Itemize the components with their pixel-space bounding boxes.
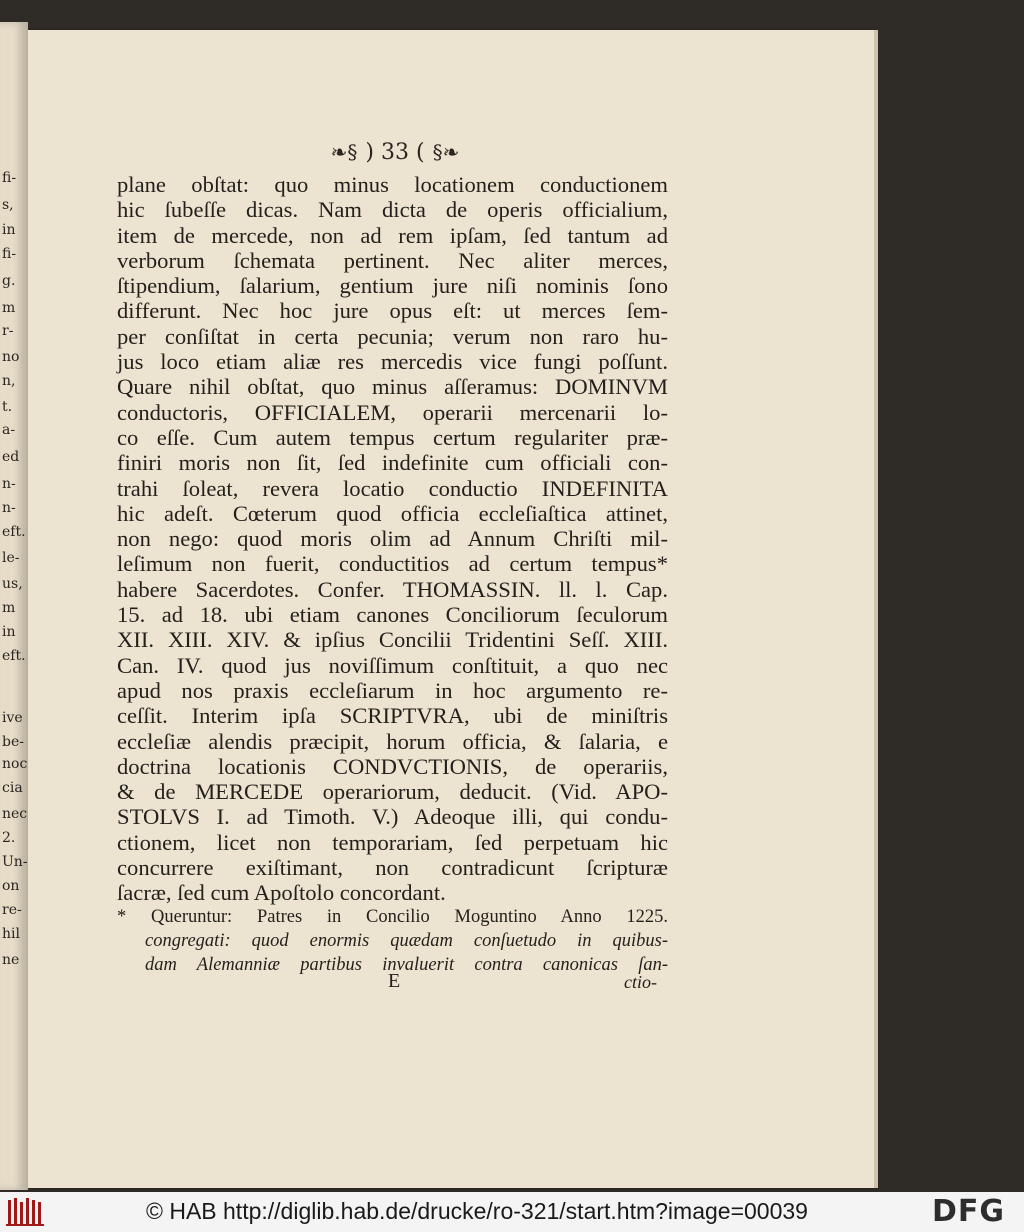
- facing-page-fragment: fi-: [2, 170, 17, 186]
- body-line: ſacræ, ſed cum Apoſtolo concordant.: [117, 880, 446, 906]
- facing-page-fragment: n,: [2, 373, 16, 389]
- footnote-line: dam Alemanniæ partibus invaluerit contra canonicas ſan-: [145, 955, 668, 975]
- body-line: co eſſe. Cum autem tempus certum regulariter præ-: [117, 424, 668, 450]
- body-line: 15. ad 18. ubi etiam canones Conciliorum ſeculorum: [117, 602, 668, 628]
- footnote: [117, 905, 668, 977]
- body-line: apud nos praxis eccleſiarum in hoc argumento re-: [117, 677, 668, 703]
- body-line: jus loco etiam aliæ res mercedis vice fungi poſſunt.: [117, 349, 668, 375]
- facing-page-fragment: no: [2, 349, 20, 365]
- page-number: ) 33 (: [365, 139, 425, 165]
- facing-page-fragment: fi-: [2, 246, 17, 262]
- copyright-url[interactable]: © HAB http://diglib.hab.de/drucke/ro-321/start.htm?image=00039: [146, 1198, 808, 1224]
- body-line: per conſiſtat in certa pecunia; verum non raro hu-: [117, 323, 668, 349]
- body-line: ſtipendium, ſalarium, gentium jure niſi nominis ſono: [117, 273, 668, 299]
- facing-page-fragment: cia: [2, 780, 23, 796]
- facing-page-fragment: nec: [2, 806, 28, 822]
- signature-mark: E: [388, 970, 401, 992]
- facing-page-fragment: us,: [2, 576, 23, 592]
- body-line: verborum ſchemata pertinent. Nec aliter merces,: [117, 247, 668, 273]
- page-header: [300, 136, 490, 168]
- body-line: & de MERCEDE operariorum, deducit. (Vid. APO-: [117, 779, 668, 805]
- facing-page-fragment: le-: [2, 550, 20, 566]
- body-line: habere Sacerdotes. Confer. THOMASSIN. ll. l. Cap.: [117, 576, 668, 602]
- dfg-logo: DFG: [932, 1194, 1006, 1229]
- facing-page-fragment: g.: [2, 273, 16, 289]
- body-line: non nego: quod moris olim ad Annum Chriſti mil-: [117, 526, 668, 552]
- footnote-line: * Queruntur: Patres in Concilio Moguntino Anno 1225.: [117, 907, 668, 927]
- facing-page-fragment: ed: [2, 449, 20, 465]
- facing-page-fragment: m: [2, 600, 16, 616]
- catchword: ctio-: [624, 972, 657, 992]
- body-line: finiri moris non ſit, ſed indefinite cum officiali con-: [117, 450, 668, 476]
- body-line: concurrere exiſtimant, non contradicunt ſcripturæ: [117, 855, 668, 881]
- left-ornament: ❧§: [330, 140, 358, 164]
- body-line: trahi ſoleat, revera locatio conductio INDEFINITA: [117, 475, 668, 501]
- facing-page-fragment: Un-: [2, 854, 28, 870]
- facing-page-fragment: in: [2, 624, 16, 640]
- body-line: STOLVS I. ad Timoth. V.) Adeoque illi, qui condu-: [117, 804, 668, 830]
- facing-page-fragment: hil: [2, 926, 20, 942]
- facing-page-fragment: t.: [2, 399, 13, 415]
- facing-page-fragment: ne: [2, 952, 20, 968]
- body-line: plane obſtat: quo minus locationem conductionem: [117, 172, 668, 197]
- footnote-line: congregati: quod enormis quædam conſuetudo in quibus-: [145, 931, 668, 951]
- facing-page-fragment: re-: [2, 902, 22, 918]
- body-line: ceſſit. Interim ipſa SCRIPTVRA, ubi de miniſtris: [117, 703, 668, 729]
- facing-page-fragment: r-: [2, 323, 14, 339]
- body-line: hic adeſt. Cœterum quod officia eccleſiaſtica attinet,: [117, 500, 668, 526]
- body-line: ctionem, licet non temporariam, ſed perpetuam hic: [117, 829, 668, 855]
- body-line: leſimum non fuerit, conductitios ad certum tempus*: [117, 551, 668, 577]
- facing-page-fragment: n-: [2, 476, 16, 492]
- body-line: differunt. Nec hoc jure opus eſt: ut merces ſem-: [117, 298, 668, 324]
- body-line: doctrina locationis CONDVCTIONIS, de operariis,: [117, 753, 668, 779]
- facing-page-fragment: 2.: [2, 830, 16, 846]
- facing-page-fragment: eft.: [2, 648, 26, 664]
- body-line: eccleſiæ alendis præcipit, horum officia, & ſalaria, e: [117, 728, 668, 754]
- facing-page-fragment: a-: [2, 422, 16, 438]
- facing-page-fragment: be-: [2, 734, 24, 750]
- body-line: Can. IV. quod jus noviſſimum conſtituit, a quo nec: [117, 652, 668, 678]
- body-line: item de mercede, non ad rem ipſam, ſed tantum ad: [117, 222, 668, 248]
- facing-page-fragment: s,: [2, 197, 14, 213]
- facing-page-edge: [0, 22, 28, 1190]
- facing-page-fragment: in: [2, 222, 16, 238]
- right-ornament: §❧: [432, 140, 460, 164]
- facing-page-fragment: m: [2, 300, 16, 316]
- viewer-footer: [0, 1192, 1024, 1232]
- body-line: conductoris, OFFICIALEM, operarii mercenarii lo-: [117, 399, 668, 425]
- body-line: Quare nihil obſtat, quo minus aſſeramus: DOMINVM: [117, 374, 668, 400]
- facing-page-fragment: ive: [2, 710, 23, 726]
- page-edge: [874, 30, 878, 1188]
- facing-page-fragment: on: [2, 878, 20, 894]
- body-line: XII. XIII. XIV. & ipſius Concilii Tridentini Seſſ. XIII.: [117, 627, 668, 653]
- body-line: hic ſubeſſe dicas. Nam dicta de operis officialium,: [117, 197, 668, 223]
- hab-logo-icon: [6, 1196, 46, 1228]
- facing-page-fragment: noc: [2, 756, 28, 772]
- body-text: [117, 172, 668, 906]
- facing-page-fragment: eft.: [2, 524, 26, 540]
- facing-page-fragment: n-: [2, 500, 16, 516]
